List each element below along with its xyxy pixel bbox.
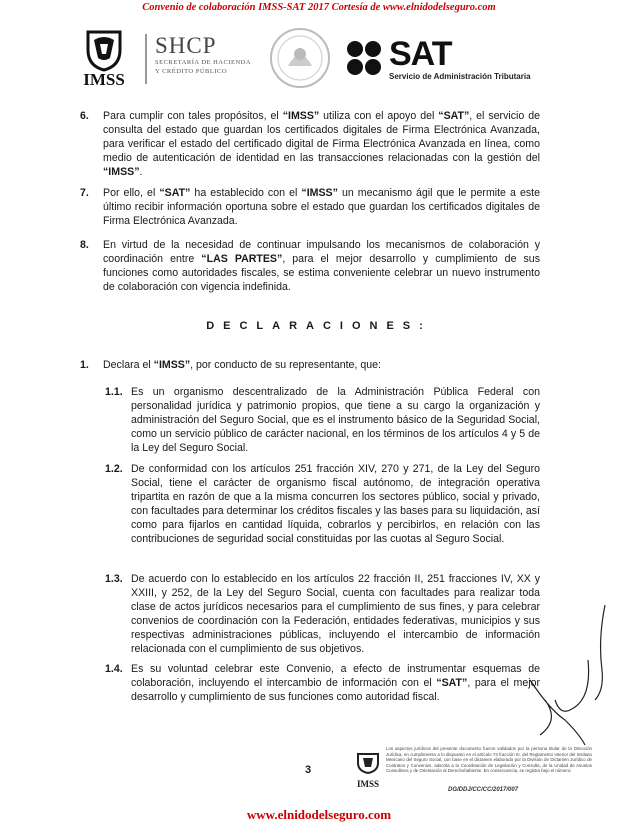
sat-subtitle: Servicio de Administración Tributaria <box>389 72 531 81</box>
stamp-eagle-icon <box>355 752 381 774</box>
declaration-1 <box>80 358 540 372</box>
paragraph-6 <box>80 109 540 179</box>
item-number: 1.1. <box>105 386 123 398</box>
mexico-seal-icon <box>268 26 332 90</box>
validation-stamp-text: Los aspectos jurídicos del presente documento fueron validados por la persona titular de la Dirección Jurídica, en cumplimiento a lo dispuesto en el artículo 73 fracción III, del Reglamento Interior del Instituto Mexicano del Seguro Social, con base en el dictamen elaborado por la División de Dictamen Jurídico de Contratos y Convenios, adscrita a la Coordinación de Legislación y Consulta, de la Unidad de Asuntos Consultivos y de Orientación al Derechohabiente. En consecuencia, se registra bajo el número: <box>386 746 592 774</box>
paragraph-number: 7. <box>80 187 89 199</box>
text-run: , el servicio de consulta del estado que guardan los certificados digitales de Firma Electrónica Avanzada, para verificar el estado del certificado digital de Firma Electrónica Avanzada en línea, como medio de autenticación de identidad en las transacciones relacionadas con la gestión del <box>103 110 540 165</box>
shcp-logo <box>145 34 265 84</box>
item-text: Es un organismo descentralizado de la Administración Pública Federal con personalidad jurídica y patrimonio propios, que tiene a su cargo la organización y administración del Seguro Social, que es el instrumento básico de la Seguridad Social, como un servicio público de carácter nacional, en los términos de los artículos 4 y 5 de la Ley del Seguro Social. <box>131 386 540 455</box>
item-number: 1.4. <box>105 663 123 675</box>
text-run: En virtud de la necesidad de continuar impulsando los mecanismos de colaboración y coordinación entre <box>103 239 540 266</box>
text-run: , por conducto de su representante, que: <box>190 359 381 371</box>
item-1-2 <box>105 462 540 547</box>
text-run: Declara el <box>103 359 154 371</box>
sat-wordmark: SAT <box>389 35 452 73</box>
signature-scribble <box>510 600 620 750</box>
text-run: utiliza con el apoyo del <box>319 110 439 122</box>
paragraph-number: 8. <box>80 239 89 251</box>
stamp-imss-logo <box>355 752 381 789</box>
item-1-3 <box>105 572 540 657</box>
sat-term: “SAT” <box>438 110 470 122</box>
text-run: . <box>139 166 143 179</box>
registration-reference: DG/DDJ/CC/CC/2017/007 <box>448 787 519 793</box>
paragraph-8 <box>80 238 540 294</box>
declaration-number: 1. <box>80 359 89 371</box>
text-run: ha establecido con el <box>190 187 302 199</box>
paragraph-number: 6. <box>80 110 89 122</box>
top-banner: Convenio de colaboración IMSS-SAT 2017 Cortesía de www.elnidodelseguro.com <box>142 2 496 13</box>
page-number: 3 <box>305 764 312 776</box>
text-run: Para cumplir con tales propósitos, el <box>103 110 283 122</box>
paragraph-7 <box>80 186 540 228</box>
declaraciones-heading: DECLARACIONES: <box>206 320 432 332</box>
imss-logo-text: IMSS <box>83 70 125 89</box>
item-text: De conformidad con los artículos 251 fracción XIV, 270 y 271, de la Ley del Seguro Social, tiene el carácter de organismo fiscal autónomo, de integración operativa tripartita en razón de que a la misma concurren los sectores público, social y privado, con facultades para determinar los créditos fiscales y las bases para su liquidación, así como para fijarlos en cantidad líquida, cobrarlos y percibirlos, en relación con las contribuciones de seguridad social constituidas por las cuotas al Seguro Social. <box>131 463 540 546</box>
text-run: Es su voluntad celebrar este Convenio, a efecto de instrumentar esquemas de colaboración, incluyendo el intercambio de información con el <box>131 663 540 690</box>
sat-term: “SAT” <box>159 187 191 199</box>
item-number: 1.3. <box>105 573 123 585</box>
shcp-title: SHCP <box>155 33 217 58</box>
sat-term: “SAT” <box>436 677 468 690</box>
imss-term: “IMSS” <box>153 359 191 371</box>
stamp-logo-text: IMSS <box>356 779 379 789</box>
text-run: un mecanismo ágil que le permite a este último recibir información oportuna sobre el estado que guardan los certificados digitales de Firma Electrónica Avanzada. <box>103 187 540 228</box>
imss-term: “IMSS” <box>301 187 338 199</box>
imss-logo <box>80 28 128 90</box>
text-run: , para el mejor desarrollo y cumplimiento de sus funciones como autoridad fiscal. <box>131 677 540 704</box>
imss-term: “IMSS” <box>282 110 320 122</box>
text-run: , para el mejor desarrollo y cumplimiento de sus funciones como autoridades fiscales, se estima conveniente celebrar un nuevo instrumento de colaboración con vigencia indefinida. <box>103 253 540 294</box>
shcp-subtitle-2: Y CRÉDITO PÚBLICO <box>155 68 228 75</box>
sat-dots-icon <box>345 40 385 76</box>
las-partes-term: “LAS PARTES” <box>201 253 283 266</box>
item-1-4 <box>105 662 540 704</box>
item-1-1 <box>105 385 540 455</box>
bottom-banner: www.elnidodelseguro.com <box>246 807 392 822</box>
sat-logo <box>345 35 531 84</box>
text-run: Por ello, el <box>103 187 160 199</box>
shcp-subtitle-1: SECRETARÍA DE HACIENDA <box>155 59 252 66</box>
item-number: 1.2. <box>105 463 123 475</box>
imss-eagle-icon <box>80 28 128 72</box>
imss-term: “IMSS” <box>103 166 140 179</box>
item-text: De acuerdo con lo establecido en los artículos 22 fracción II, 251 fracciones IV, XX y XXIII, y 252, de la Ley del Seguro Social, cuenta con facultades para realizar toda clase de actos jurídicos necesarios para el cumplimiento de sus fines, y para celebrar convenios de coordinación con la Federación, entidades federativas, municipios y sus respectivas administraciones públicas, incluyendo el intercambio de información relacionada con el cumplimiento de sus objetivos. <box>131 573 540 656</box>
